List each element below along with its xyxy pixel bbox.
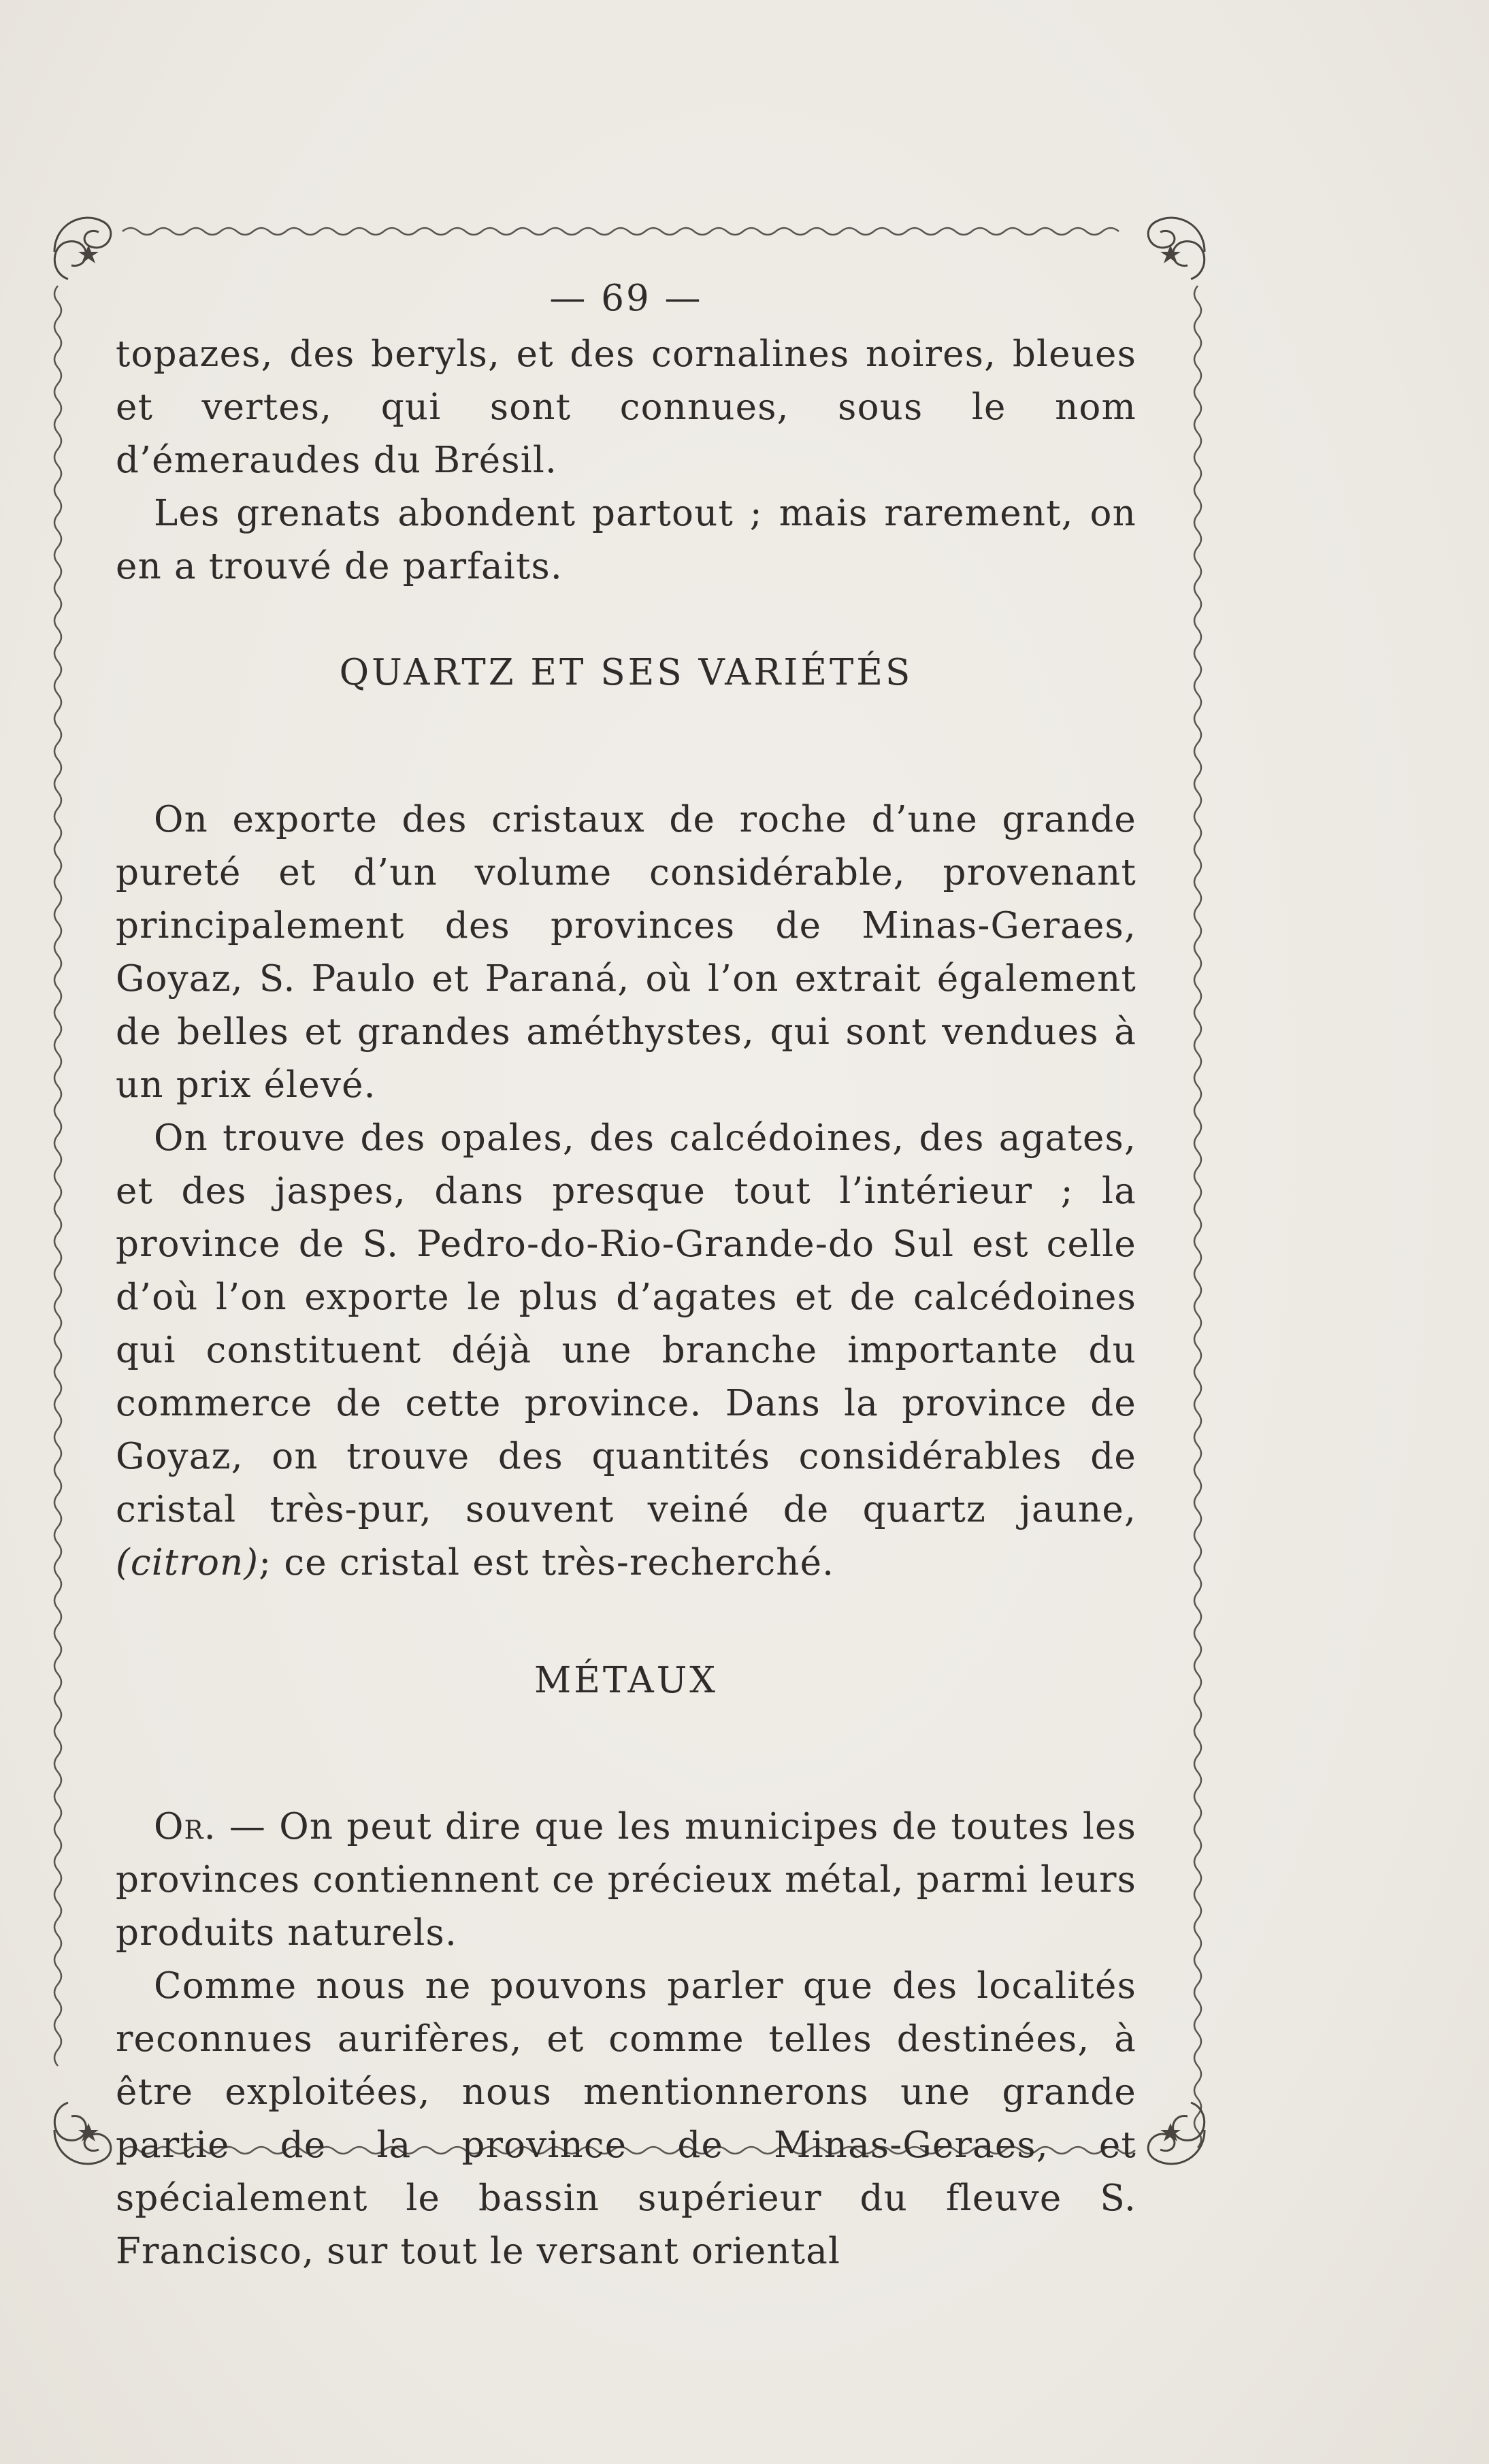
citron-italic: (citron) xyxy=(116,1542,259,1583)
paragraph-opales-text: On trouve des opales, des calcédoines, des agates, et des jaspes, dans presque tout l’intérieur ; la province de S. Pedro-do-Rio-Grande-do Sul est celle d’où l’on exporte le plus d’agates et de calcédoines qui constituent déjà une branche importante du commerce de cette province. Dans la province de Goyaz, on trouve des quantités considérables de cristal très-pur, souvent veiné de quartz jaune, xyxy=(116,1117,1136,1530)
paragraph-localites: Comme nous ne pouvons parler que des localités reconnues aurifères, et comme telles destinées, à être exploitées, nous mentionnerons une grande partie de la province de Minas-Geraes, et spécialement le bassin supérieur du fleuve S. Francisco, sur tout le versant oriental xyxy=(116,1965,1136,2272)
section-heading-quartz: QUARTZ ET SES VARIÉTÉS xyxy=(339,652,913,693)
paragraph-cristaux: On exporte des cristaux de roche d’une grande pureté et d’un volume considérable, provenant principalement des provinces de Minas-Geraes, Goyaz, S. Paulo et Paraná, où l’on extrait également de belles et grandes améthystes, qui sont vendues à un prix élevé. xyxy=(116,799,1136,1106)
paragraph-grenats: Les grenats abondent partout ; mais rarement, on en a trouvé de parfaits. xyxy=(116,493,1136,587)
paragraph-opales xyxy=(116,1112,1136,1590)
paragraph-opales-end: ; ce cristal est très-recherché. xyxy=(259,1542,835,1583)
paragraph-or xyxy=(116,1801,1136,1960)
page-number: — 69 — xyxy=(549,278,703,319)
section-heading-metaux: MÉTAUX xyxy=(534,1660,719,1701)
lead-word-or: Or. xyxy=(154,1806,216,1847)
paragraph-or-text: — On peut dire que les municipes de toutes les provinces contiennent ce précieux métal, parmi leurs produits naturels. xyxy=(116,1806,1136,1954)
page-text-body xyxy=(116,272,1136,2278)
paragraph-continued: topazes, des beryls, et des cornalines noires, bleues et vertes, qui sont connues, sous le nom d’émeraudes du Brésil. xyxy=(116,333,1136,481)
